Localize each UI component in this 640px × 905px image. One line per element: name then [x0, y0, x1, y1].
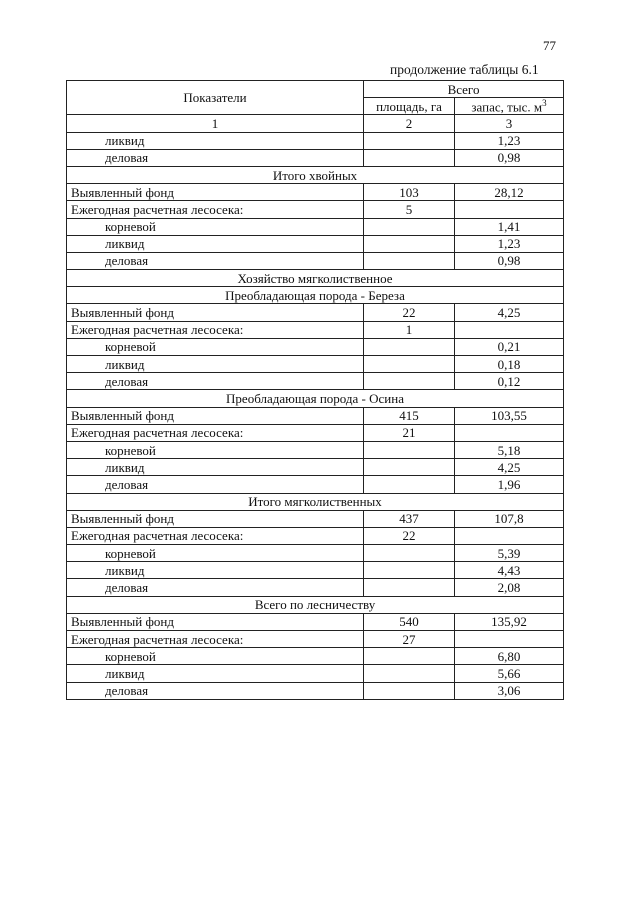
area-cell	[364, 545, 455, 562]
area-cell	[364, 579, 455, 596]
area-cell: 103	[364, 184, 455, 201]
area-cell: 22	[364, 304, 455, 321]
row-label: Выявленный фонд	[67, 304, 364, 321]
area-cell	[364, 356, 455, 373]
table-row	[67, 321, 564, 338]
stock-cell: 4,25	[455, 304, 564, 321]
section-row	[67, 166, 564, 183]
row-label: Выявленный фонд	[67, 510, 364, 527]
stock-cell: 0,98	[455, 149, 564, 166]
area-cell	[364, 648, 455, 665]
area-cell	[364, 373, 455, 390]
section-title: Итого мягколиственных	[67, 493, 564, 510]
area-cell	[364, 476, 455, 493]
table-row	[67, 441, 564, 458]
row-label: Выявленный фонд	[67, 613, 364, 630]
table-row	[67, 201, 564, 218]
section-title: Преобладающая порода - Осина	[67, 390, 564, 407]
stock-cell: 5,39	[455, 545, 564, 562]
row-label: ликвид	[67, 562, 364, 579]
stock-cell: 0,18	[455, 356, 564, 373]
row-label: Ежегодная расчетная лесосека:	[67, 321, 364, 338]
header-total: Всего	[364, 81, 564, 98]
row-label: деловая	[67, 252, 364, 269]
table-row	[67, 304, 564, 321]
area-cell: 27	[364, 631, 455, 648]
row-label: Ежегодная расчетная лесосека:	[67, 527, 364, 544]
table-body	[67, 132, 564, 699]
header-area: площадь, га	[364, 98, 455, 115]
table-row	[67, 631, 564, 648]
area-cell: 1	[364, 321, 455, 338]
area-cell	[364, 235, 455, 252]
area-cell	[364, 441, 455, 458]
area-cell: 540	[364, 613, 455, 630]
row-label: деловая	[67, 579, 364, 596]
table-row	[67, 235, 564, 252]
area-cell: 22	[364, 527, 455, 544]
area-cell	[364, 338, 455, 355]
table-row	[67, 373, 564, 390]
table-row	[67, 648, 564, 665]
row-label: деловая	[67, 682, 364, 699]
area-cell	[364, 149, 455, 166]
area-cell	[364, 252, 455, 269]
section-row	[67, 270, 564, 287]
row-label: корневой	[67, 218, 364, 235]
forest-fund-table	[66, 80, 564, 700]
table-continuation-caption: продолжение таблицы 6.1	[390, 62, 539, 77]
area-cell: 21	[364, 424, 455, 441]
section-row	[67, 596, 564, 613]
table-row	[67, 527, 564, 544]
table-row	[67, 252, 564, 269]
col-number-3: 3	[455, 115, 564, 132]
stock-cell: 103,55	[455, 407, 564, 424]
col-number-1: 1	[67, 115, 364, 132]
table-row	[67, 613, 564, 630]
header-stock	[455, 98, 564, 115]
area-cell	[364, 459, 455, 476]
stock-cell: 0,12	[455, 373, 564, 390]
stock-cell: 1,23	[455, 235, 564, 252]
area-cell	[364, 562, 455, 579]
stock-cell	[455, 201, 564, 218]
table-row	[67, 424, 564, 441]
stock-cell: 3,06	[455, 682, 564, 699]
row-label: корневой	[67, 545, 364, 562]
table-row	[67, 356, 564, 373]
section-title: Всего по лесничеству	[67, 596, 564, 613]
stock-cell: 1,23	[455, 132, 564, 149]
table-row	[67, 579, 564, 596]
stock-cell: 1,41	[455, 218, 564, 235]
table-row	[67, 149, 564, 166]
area-cell: 5	[364, 201, 455, 218]
table-row	[67, 510, 564, 527]
stock-cell: 4,25	[455, 459, 564, 476]
stock-cell: 135,92	[455, 613, 564, 630]
stock-cell: 1,96	[455, 476, 564, 493]
stock-cell: 107,8	[455, 510, 564, 527]
row-label: деловая	[67, 373, 364, 390]
row-label: ликвид	[67, 665, 364, 682]
stock-cell: 28,12	[455, 184, 564, 201]
table-row	[67, 665, 564, 682]
stock-cell: 0,98	[455, 252, 564, 269]
section-row	[67, 287, 564, 304]
row-label: деловая	[67, 476, 364, 493]
col-number-2: 2	[364, 115, 455, 132]
section-title: Преобладающая порода - Береза	[67, 287, 564, 304]
header-stock-label: запас, тыс. м	[471, 99, 543, 115]
stock-cell	[455, 527, 564, 544]
row-label: Ежегодная расчетная лесосека:	[67, 424, 364, 441]
header-stock-unit-exponent: 3	[542, 98, 547, 109]
table-row	[67, 338, 564, 355]
stock-cell	[455, 631, 564, 648]
page-number: 77	[543, 38, 556, 53]
area-cell	[364, 132, 455, 149]
table-row	[67, 218, 564, 235]
row-label: ликвид	[67, 459, 364, 476]
area-cell	[364, 665, 455, 682]
table-row	[67, 682, 564, 699]
area-cell	[364, 682, 455, 699]
table-row	[67, 184, 564, 201]
row-label: корневой	[67, 648, 364, 665]
header-indicators: Показатели	[67, 81, 364, 115]
stock-cell	[455, 321, 564, 338]
stock-cell: 2,08	[455, 579, 564, 596]
stock-cell: 5,18	[455, 441, 564, 458]
section-title: Хозяйство мягколиственное	[67, 270, 564, 287]
area-cell: 415	[364, 407, 455, 424]
row-label: Ежегодная расчетная лесосека:	[67, 631, 364, 648]
stock-cell	[455, 424, 564, 441]
section-row	[67, 493, 564, 510]
table-row	[67, 562, 564, 579]
table-row	[67, 545, 564, 562]
stock-cell: 0,21	[455, 338, 564, 355]
row-label: ликвид	[67, 235, 364, 252]
row-label: ликвид	[67, 132, 364, 149]
row-label: деловая	[67, 149, 364, 166]
stock-cell: 4,43	[455, 562, 564, 579]
table-row	[67, 132, 564, 149]
row-label: Выявленный фонд	[67, 184, 364, 201]
row-label: корневой	[67, 441, 364, 458]
section-row	[67, 390, 564, 407]
area-cell	[364, 218, 455, 235]
row-label: корневой	[67, 338, 364, 355]
row-label: ликвид	[67, 356, 364, 373]
table-row	[67, 476, 564, 493]
row-label: Выявленный фонд	[67, 407, 364, 424]
section-title: Итого хвойных	[67, 166, 564, 183]
table-row	[67, 407, 564, 424]
area-cell: 437	[364, 510, 455, 527]
stock-cell: 6,80	[455, 648, 564, 665]
stock-cell: 5,66	[455, 665, 564, 682]
row-label: Ежегодная расчетная лесосека:	[67, 201, 364, 218]
table-row	[67, 459, 564, 476]
